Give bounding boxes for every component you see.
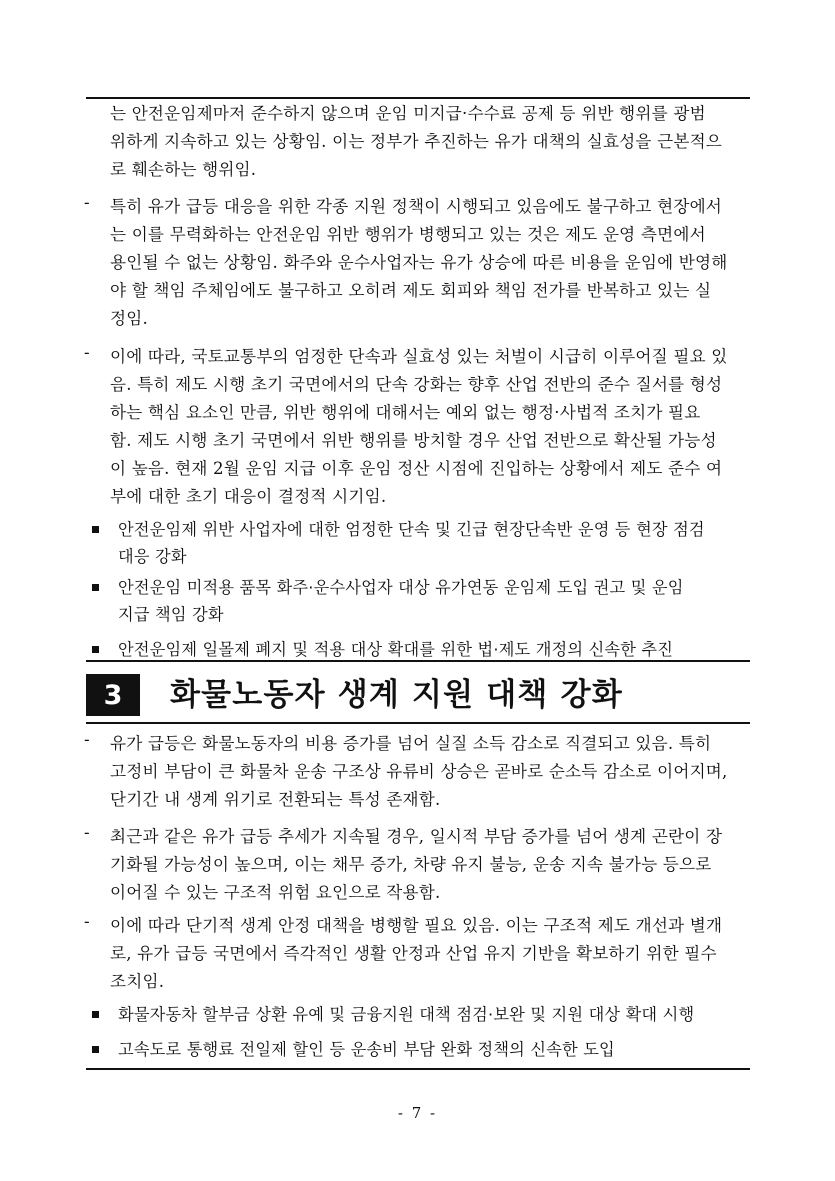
dash-marker: - (84, 730, 90, 749)
para-d-line-3: 단기간 내 생계 위기로 전환되는 특성 존재함. (110, 790, 441, 809)
para-f-line-3: 조치임. (110, 972, 165, 991)
bullet-1-line-1: 안전운임제 위반 사업자에 대한 엄정한 단속 및 긴급 현장단속반 운영 등 현장 점검 (118, 520, 705, 539)
dash-marker: - (84, 912, 90, 931)
section-title: 화물노동자 생계 지원 대책 강화 (170, 677, 623, 713)
para-c-line-5: 이 높음. 현재 2월 운임 지급 이후 운임 정산 시점에 진입하는 상황에서 제도 준수 여 (110, 459, 723, 478)
bullet-3-line-1: 안전운임제 일몰제 폐지 및 적용 대상 확대를 위한 법·제도 개정의 신속한 추진 (118, 640, 674, 659)
para-b-line-2: 는 이를 무력화하는 안전운임 위반 행위가 병행되고 있는 것은 제도 운영 측면에서 (110, 225, 706, 244)
bullet-2-line-1: 안전운임 미적용 품목 화주·운수사업자 대상 유가연동 운임제 도입 권고 및 운임 (118, 578, 684, 597)
para-e-line-2: 기화될 가능성이 높으며, 이는 채무 증가, 차량 유지 불능, 운송 지속 불가능 등으로 (110, 855, 712, 874)
para-e-line-3: 이어질 수 있는 구조적 위험 요인으로 작용함. (110, 883, 441, 902)
section-rule-top (86, 660, 750, 662)
para-c-line-3: 하는 핵심 요소인 만큼, 위반 행위에 대해서는 예외 없는 행정·사법적 조치가 필요 (110, 403, 701, 422)
para-a-line-3: 로 훼손하는 행위임. (110, 160, 257, 179)
section-rule-bottom (86, 722, 750, 724)
bullet-2-line-2: 지급 책임 강화 (118, 605, 224, 624)
para-b-line-5: 정임. (110, 309, 148, 328)
para-b-line-3: 용인될 수 없는 상황임. 화주와 운수사업자는 유가 상승에 따른 비용을 운임에 반영해 (110, 253, 728, 272)
bullet-square (92, 1046, 99, 1053)
dash-marker: - (84, 823, 90, 842)
dash-marker: - (84, 343, 90, 362)
top-rule (86, 97, 750, 99)
dash-marker: - (84, 193, 90, 212)
para-b-line-4: 야 할 책임 주체임에도 불구하고 오히려 제도 회피와 책임 전가를 반복하고 있는 실 (110, 281, 712, 300)
para-b-line-1: 특히 유가 급등 대응을 위한 각종 지원 정책이 시행되고 있음에도 불구하고 현장에서 (110, 197, 723, 216)
para-c-line-6: 부에 대한 초기 대응이 결정적 시기임. (110, 487, 387, 506)
para-d-line-2: 고정비 부담이 큰 화물차 운송 구조상 유류비 상승은 곧바로 순소득 감소로 이어지며, (110, 762, 728, 781)
para-e-line-1: 최근과 같은 유가 급등 추세가 지속될 경우, 일시적 부담 증가를 넘어 생계 곤란이 장 (110, 827, 723, 846)
para-f-line-1: 이에 따라 단기적 생계 안정 대책을 병행할 필요 있음. 이는 구조적 제도 개선과 별개 (110, 916, 723, 935)
bottom-rule (86, 1068, 750, 1070)
section-number-badge: 3 (86, 674, 140, 716)
bullet-square (92, 646, 99, 653)
para-a-line-1: 는 안전운임제마저 준수하지 않으며 운임 미지급·수수료 공제 등 위반 행위를 광범 (110, 104, 706, 123)
para-d-line-1: 유가 급등은 화물노동자의 비용 증가를 넘어 실질 소득 감소로 직결되고 있음. 특히 (110, 734, 712, 753)
para-c-line-2: 음. 특히 제도 시행 초기 국면에서의 단속 강화는 향후 산업 전반의 준수 질서를 형성 (110, 375, 723, 394)
para-c-line-4: 함. 제도 시행 초기 국면에서 위반 행위를 방치할 경우 산업 전반으로 확산될 가능성 (110, 431, 717, 450)
para-a-line-2: 위하게 지속하고 있는 상황임. 이는 정부가 추진하는 유가 대책의 실효성을 근본적으 (110, 132, 723, 151)
bullet-4-line-1: 화물자동차 할부금 상환 유예 및 금융지원 대책 점검·보완 및 지원 대상 확대 시행 (118, 1005, 695, 1024)
bullet-1-line-2: 대응 강화 (118, 547, 187, 566)
bullet-square (92, 1011, 99, 1018)
bullet-5-line-1: 고속도로 통행료 전일제 할인 등 운송비 부담 완화 정책의 신속한 도입 (118, 1040, 615, 1059)
para-c-line-1: 이에 따라, 국토교통부의 엄정한 단속과 실효성 있는 처벌이 시급히 이루어질 필요 있 (110, 347, 728, 366)
para-f-line-2: 로, 유가 급등 국면에서 즉각적인 생활 안정과 산업 유지 기반을 확보하기 위한 필수 (110, 944, 717, 963)
bullet-square (92, 526, 99, 533)
page-number: - 7 - (397, 1104, 438, 1122)
bullet-square (92, 584, 99, 591)
